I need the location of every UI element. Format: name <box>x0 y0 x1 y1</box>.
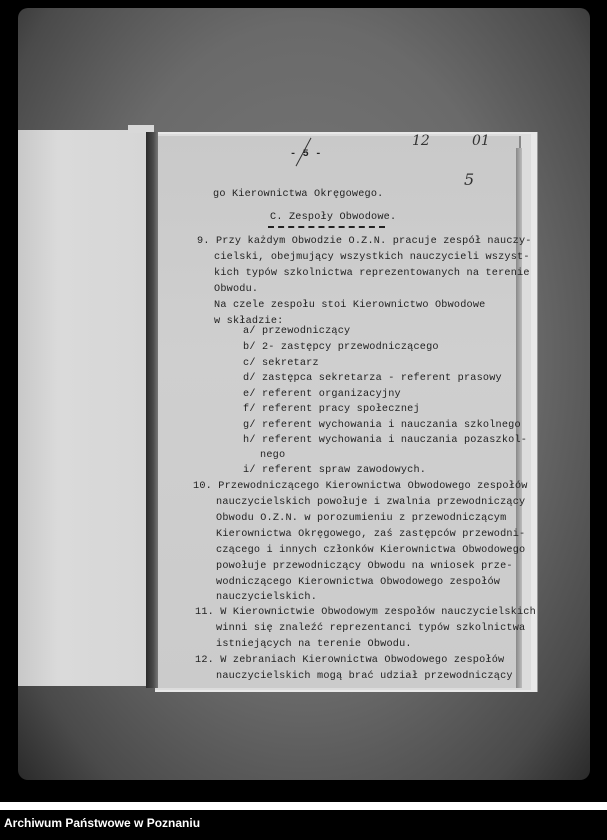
text-line: go Kierownictwa Okręgowego. <box>213 189 384 200</box>
text-line: czącego i innych członków Kierownictwa Obwodowego <box>216 545 526 556</box>
text-line: powołuje przewodniczący Obwodu na wniosek prze- <box>216 561 513 572</box>
list-item: e/ referent organizacyjny <box>243 389 401 400</box>
section-heading: C. Zespoły Obwodowe. <box>270 212 397 223</box>
text-line: nauczycielskich powołuje i zwalnia przewodniczący <box>216 497 526 508</box>
footer-divider <box>0 802 607 810</box>
handwritten-number-12: 12 <box>412 133 430 149</box>
text-line: 10. Przewodniczącego Kierownictwa Obwodowego zespołów <box>193 481 528 492</box>
handwritten-number-01: 01 <box>472 133 490 149</box>
list-item: nego <box>260 450 286 461</box>
text-line: cielski, obejmujący wszystkich nauczycieli wszyst- <box>214 252 530 263</box>
text-line: Na czele zespołu stoi Kierownictwo Obwodowe <box>214 300 486 311</box>
archive-credit: Archiwum Państwowe w Poznaniu <box>4 816 201 830</box>
text-line: Obwodu O.Z.N. w porozumieniu z przewodniczącym <box>216 513 507 524</box>
list-item: g/ referent wychowania i nauczania szkolnego <box>243 420 521 431</box>
list-item: i/ referent spraw zawodowych. <box>243 465 427 476</box>
handwritten-page-number: 5 <box>464 170 475 189</box>
text-line: Kierownictwa Okręgowego, zaś zastępców przewodni- <box>216 529 526 540</box>
list-item: h/ referent wychowania i nauczania pozaszkol- <box>243 435 528 446</box>
text-line: 11. W Kierownictwie Obwodowym zespołów nauczycielskich <box>195 607 536 618</box>
page-marker: - 5 - <box>290 149 322 160</box>
text-line: nauczycielskich mogą brać udział przewodniczący <box>216 671 513 682</box>
text-line: winni się znaleźć reprezentanci typów szkolnictwa <box>216 623 526 634</box>
binding-shadow <box>146 132 158 688</box>
list-item: b/ 2- zastępcy przewodniczącego <box>243 342 439 353</box>
text-line: nauczycielskich. <box>216 592 318 603</box>
text-line: kich typów szkolnictwa reprezentowanych na terenie <box>214 268 530 279</box>
list-item: a/ przewodniczący <box>243 326 351 337</box>
list-item: d/ zastępca sekretarza - referent prasowy <box>243 373 502 384</box>
left-page-sheet <box>18 130 150 686</box>
text-line: 9. Przy każdym Obwodzie O.Z.N. pracuje zespół nauczy- <box>197 236 532 247</box>
text-line: 12. W zebraniach Kierownictwa Obwodowego zespołów <box>195 655 505 666</box>
text-line: w składzie: <box>214 316 284 327</box>
text-line: Obwodu. <box>214 284 259 295</box>
list-item: f/ referent pracy społecznej <box>243 404 420 415</box>
text-line: istniejących na terenie Obwodu. <box>216 639 412 650</box>
heading-underline <box>268 226 385 228</box>
text-line: wodniczącego Kierownictwa Obwodowego zespołów <box>216 577 501 588</box>
list-item: c/ sekretarz <box>243 358 319 369</box>
